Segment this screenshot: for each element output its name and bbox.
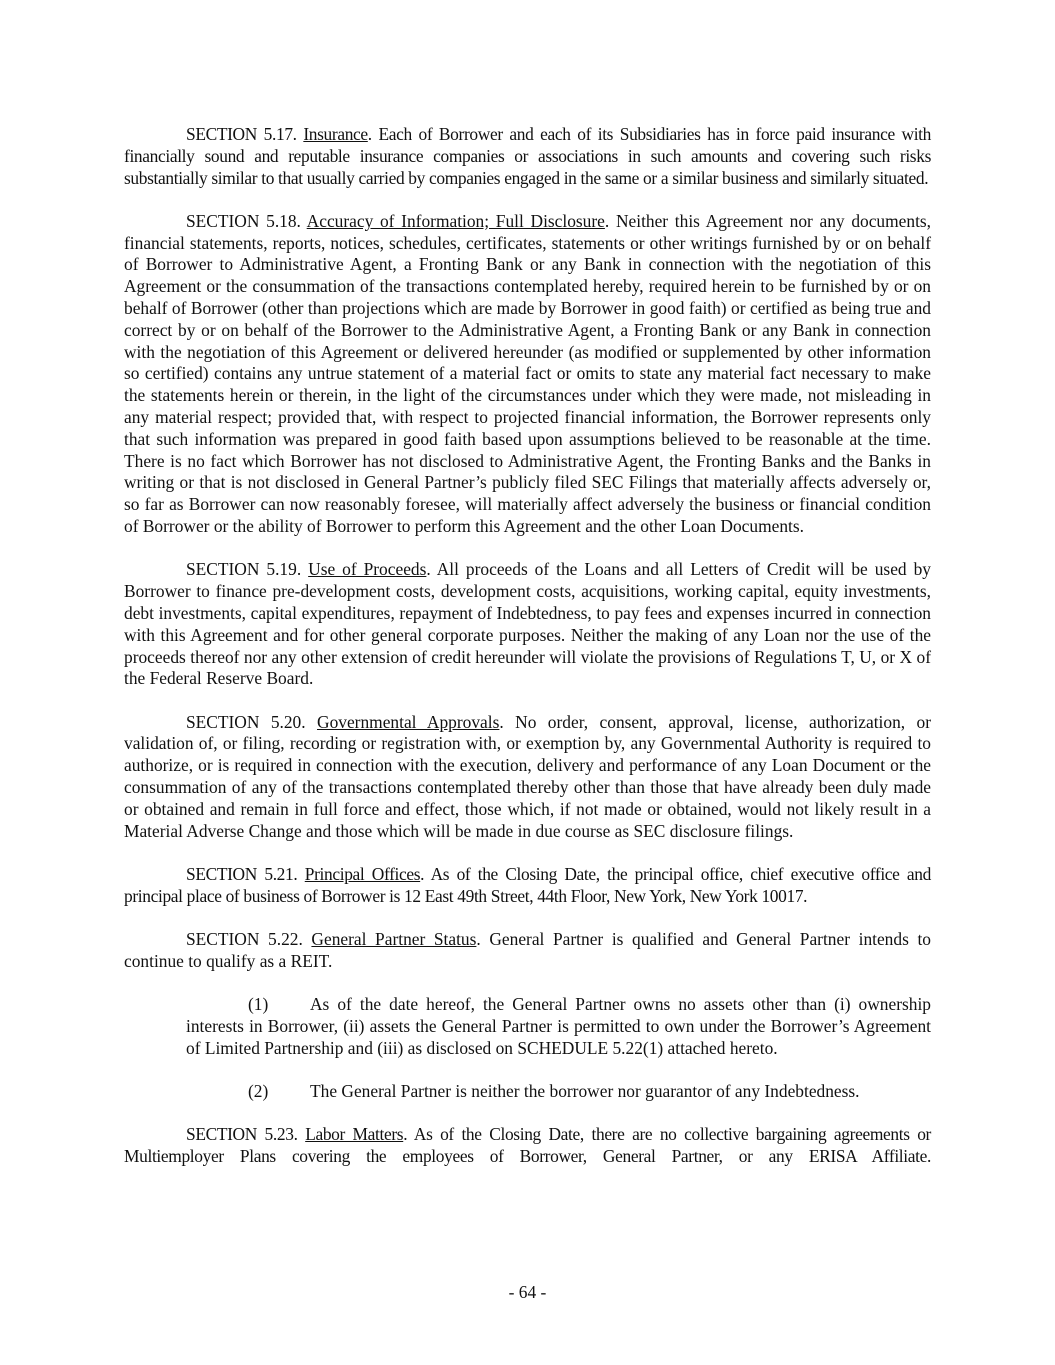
section-5-21: SECTION 5.21. Principal Offices. As of the Closing Date, the principal office, chief executive office and principal place of business of Borrower is 12 East 49th Street, 44th Floor, New York, New York 10017. [124,863,931,906]
subitem-1 [186,994,931,1059]
section-number: SECTION 5.19. [186,559,302,580]
subitem-text: The General Partner is neither the borrower nor guarantor of any Indebtedness. [310,1080,860,1101]
subitem-text: As of the date hereof, the General Partner owns no assets other than (i) ownership interests in Borrower, (ii) assets the General Partner is permitted to own under the Borrower’s Agreement of Limited Partnership and (iii) as disclosed on SCHEDULE 5.22(1) attached hereto. [186,994,931,1058]
section-body: All proceeds of the Loans and all Letters of Credit will be used by Borrower to finance pre-development costs, development costs, acquisitions, working capital, equity investments, debt investments, capital expenditures, repayment of Indebtedness, to pay fees and expenses incurred in connection with this Agreement and for other general corporate purposes. Neither the making of any Loan nor the use of the proceeds thereof nor any other extension of credit hereunder will violate the provisions of Regulations T, U, or X of the Federal Reserve Board. [124,559,931,689]
document-page [124,124,931,1189]
section-heading: Governmental Approvals [317,711,500,732]
section-5-23: SECTION 5.23. Labor Matters. As of the Closing Date, there are no collective bargaining agreements or Multiemployer Plans covering the employees of Borrower, General Partner, or any ERISA Affiliate. [124,1124,931,1167]
section-number: SECTION 5.23. [186,1124,298,1145]
section-number: SECTION 5.18. [186,210,301,231]
section-number: SECTION 5.20. [186,711,306,732]
subitem-number: (1) [248,994,269,1015]
section-5-22: SECTION 5.22. General Partner Status. General Partner is qualified and General Partner intends to continue to qualify as a REIT. [124,929,931,971]
section-heading: Insurance [303,124,368,144]
section-number: SECTION 5.21. [186,863,298,884]
section-body: Each of Borrower and each of its Subsidiaries has in force paid insurance with financially sound and reputable insurance companies or associations in such amounts and covering such risks substantially similar to that usually carried by companies engaged in the same or a similar business and similarly situated. [124,124,932,188]
subitem-number: (2) [248,1080,269,1101]
section-heading: Labor Matters [305,1124,404,1145]
section-body: As of the Closing Date, there are no collective bargaining agreements or Multiemployer Plans covering the employees of Borrower, General Partner, or any ERISA Affiliate. [124,1124,931,1167]
section-body: General Partner is qualified and General Partner intends to continue to qualify as a REIT. [124,929,931,971]
section-number: SECTION 5.17. [186,124,297,144]
section-body: Neither this Agreement nor any documents, financial statements, reports, notices, schedules, certificates, statements or other writings furnished by or on behalf of Borrower to Administrative Agent, a Fronting Bank or any Bank in connection with the negotiation of this Agreement or the consummation of the transactions contemplated hereby, required herein to be furnished by or on behalf of Borrower (other than projections which are made by Borrower in good faith) or certified as being true and correct by or on behalf of the Borrower to the Administrative Agent, a Fronting Bank or any Bank in connection with the negotiation of this Agreement or delivered hereunder (as modified or supplemented by other information so certified) contains any untrue statement of a material fact or omits to state any material fact necessary to make the statements herein or therein, in the light of the circumstances under which they were made, not misleading in any material respect; provided that, with respect to projected financial information, the Borrower represents only that such information was prepared in good faith based upon assumptions believed to be reasonable at the time. There is no fact which Borrower has not disclosed to Administrative Agent, the Fronting Banks and the Banks in writing or that is not disclosed in General Partner’s publicly filed SEC Filings that materially affects adversely or, so far as Borrower can now reasonably foresee, will materially affect adversely the business or financial condition of Borrower or the ability of Borrower to perform this Agreement and the other Loan Documents. [124,210,932,537]
section-body: As of the Closing Date, the principal office, chief executive office and principal place of business of Borrower is 12 East 49th Street, 44th Floor, New York, New York 10017. [124,863,931,906]
section-5-17: SECTION 5.17. Insurance. Each of Borrower and each of its Subsidiaries has in force paid insurance with financially sound and reputable insurance companies or associations in such amounts and covering such risks substantially similar to that usually carried by companies engaged in the same or a similar business and similarly situated. [124,124,932,188]
section-5-20: SECTION 5.20. Governmental Approvals. No order, consent, approval, license, authorization, or validation of, or filing, recording or registration with, or exemption by, any Governmental Authority is required to authorize, or is required in connection with the execution, delivery and performance of any Loan Document or the consummation of any of the transactions contemplated thereby other than those that have already been duly made or obtained and remain in full force and effect, those which, if not made or obtained, would not likely result in a Material Adverse Change and those which will be made in due course as SEC disclosure filings. [124,711,931,841]
section-5-19: SECTION 5.19. Use of Proceeds. All proceeds of the Loans and all Letters of Credit will be used by Borrower to finance pre-development costs, development costs, acquisitions, working capital, equity investments, debt investments, capital expenditures, repayment of Indebtedness, to pay fees and expenses incurred in connection with this Agreement and for other general corporate purposes. Neither the making of any Loan nor the use of the proceeds thereof nor any other extension of credit hereunder will violate the provisions of Regulations T, U, or X of the Federal Reserve Board. [124,559,931,689]
section-heading: Use of Proceeds [308,559,427,580]
section-5-18: SECTION 5.18. Accuracy of Information; Full Disclosure. Neither this Agreement nor any documents, financial statements, reports, notices, schedules, certificates, statements or other writings furnished by or on behalf of Borrower to Administrative Agent, a Fronting Bank or any Bank in connection with the negotiation of this Agreement or the consummation of the transactions contemplated hereby, required herein to be furnished by or on behalf of Borrower (other than projections which are made by Borrower in good faith) or certified as being true and correct by or on behalf of the Borrower to the Administrative Agent, a Fronting Bank or any Bank in connection with the negotiation of this Agreement or delivered hereunder (as modified or supplemented by other information so certified) contains any untrue statement of a material fact or omits to state any material fact necessary to make the statements herein or therein, in the light of the circumstances under which they were made, not misleading in any material respect; provided that, with respect to projected financial information, the Borrower represents only that such information was prepared in good faith based upon assumptions believed to be reasonable at the time. There is no fact which Borrower has not disclosed to Administrative Agent, the Fronting Banks and the Banks in writing or that is not disclosed in General Partner’s publicly filed SEC Filings that materially affects adversely or, so far as Borrower can now reasonably foresee, will materially affect adversely the business or financial condition of Borrower or the ability of Borrower to perform this Agreement and the other Loan Documents. [124,210,932,537]
section-heading: Accuracy of Information; Full Disclosure [306,210,605,231]
page-number: - 64 - [508,1282,547,1302]
section-heading: General Partner Status [311,929,477,949]
section-number: SECTION 5.22. [186,929,303,949]
section-heading: Principal Offices [304,863,421,884]
section-body: No order, consent, approval, license, authorization, or validation of, or filing, recording or registration with, or exemption by, any Governmental Authority is required to authorize, or is required in connection with the execution, delivery and performance of any Loan Document or the consummation of any of the transactions contemplated thereby other than those that have already been duly made or obtained and remain in full force and effect, those which, if not made or obtained, would not likely result in a Material Adverse Change and those which will be made in due course as SEC disclosure filings. [124,711,931,841]
subitem-2 [248,1081,931,1103]
